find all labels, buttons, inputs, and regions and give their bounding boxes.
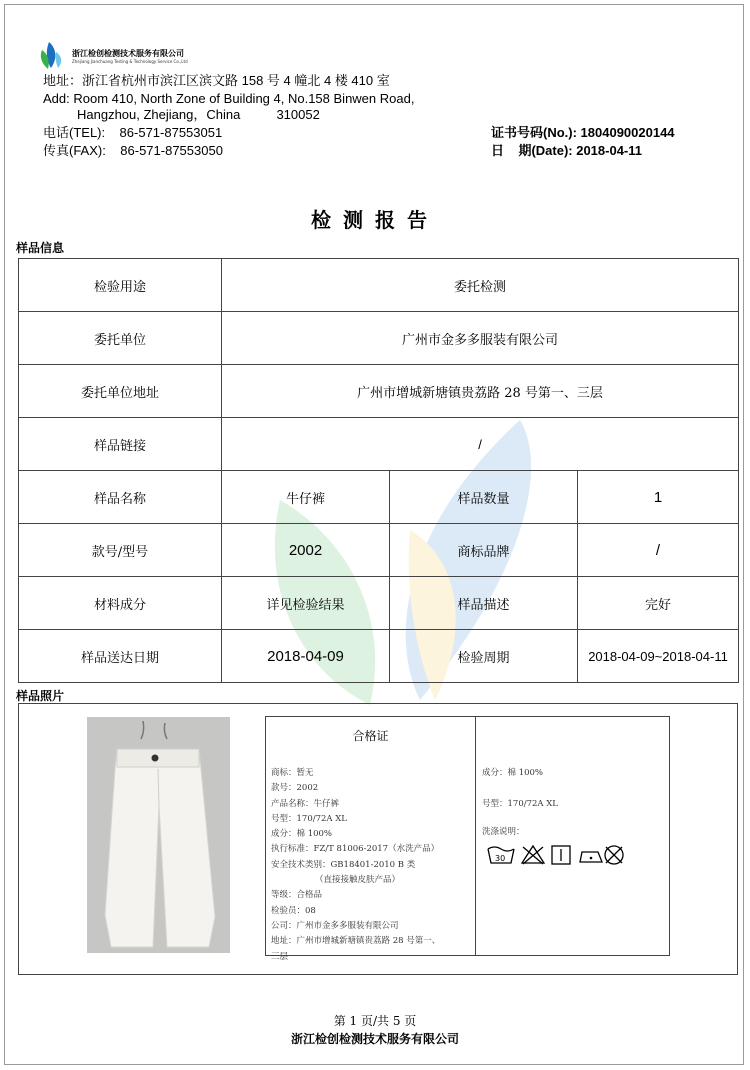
wash-30-icon — [488, 847, 514, 863]
label-brand: 商标品牌 — [390, 524, 578, 577]
address-cn: 地址：浙江省杭州市滨江区滨文路 158 号 4 幢北 4 楼 410 室 — [43, 73, 390, 88]
page-number: 第 1 页/共 5 页 — [333, 1014, 417, 1028]
cert-line: 产品名称：牛仔裤 — [271, 798, 340, 809]
label-purpose: 检验用途 — [19, 259, 222, 312]
cert-line: 公司：广州市金多多服装有限公司 — [271, 920, 399, 931]
sample-jeans-photo — [87, 717, 230, 953]
value-style-number: 2002 — [222, 524, 390, 577]
cert-size: 号型：170/72A XL — [482, 799, 558, 809]
value-brand: / — [578, 524, 739, 577]
iron-low-icon — [580, 852, 602, 862]
cert-line: 执行标准：FZ/T 81006-2017（水洗产品） — [271, 844, 440, 855]
wash-temperature: 30 — [495, 854, 506, 863]
cert-line: 成分：棉 100% — [271, 829, 333, 840]
report-date: 日 期(Date): 2018-04-11 — [491, 143, 643, 158]
label-test-period: 检验周期 — [390, 630, 578, 683]
cert-line: 检验员：08 — [271, 905, 316, 916]
section-sample-photo: 样品照片 — [16, 689, 65, 703]
value-sample-name: 牛仔裤 — [222, 471, 390, 524]
footer-company: 浙江检创检测技术服务有限公司 — [290, 1032, 459, 1046]
label-client: 委托单位 — [19, 312, 222, 365]
certificate-divider — [475, 717, 476, 955]
address-en-line1: Add: Room 410, North Zone of Building 4, No.158 Binwen Road, — [43, 91, 415, 106]
table-row — [19, 524, 739, 577]
value-client: 广州市金多多服装有限公司 — [222, 312, 739, 365]
value-sample-quantity: 1 — [578, 471, 739, 524]
logo-company-name-en: Zhejiang Jianchuang Testing & Technology Service Co.,Ltd — [72, 59, 188, 64]
no-bleach-icon — [522, 846, 544, 864]
cert-line: 地址：广州市增城新塘镇贵荔路 28 号第一、 — [271, 936, 441, 947]
cert-line: 安全技术类别：GB18401-2010 B 类 — [271, 859, 416, 870]
sample-info-table — [18, 258, 739, 683]
certificate-title: 合格证 — [352, 729, 389, 743]
value-material: 详见检验结果 — [222, 577, 390, 630]
label-style-number: 款号/型号 — [19, 524, 222, 577]
telephone: 电话(TEL): 86-571-87553051 — [43, 125, 223, 140]
table-row — [19, 577, 739, 630]
cert-line: 款号：2002 — [271, 783, 319, 794]
value-delivery-date: 2018-04-09 — [222, 630, 390, 683]
label-sample-name: 样品名称 — [19, 471, 222, 524]
certificate-number: 证书号码(No.): 1804090020144 — [491, 125, 675, 140]
cert-line: 等级：合格品 — [271, 890, 323, 901]
company-logo-icon — [36, 40, 66, 70]
cert-line: 商标：暂无 — [271, 768, 314, 778]
value-sample-link: / — [222, 418, 739, 471]
cert-composition: 成分：棉 100% — [482, 768, 544, 778]
report-title: 检测报告 — [311, 208, 439, 232]
label-sample-description: 样品描述 — [390, 577, 578, 630]
logo-company-name: 浙江检创检测技术服务有限公司 — [72, 49, 184, 58]
table-row — [19, 259, 739, 312]
cert-line: （直接接触皮肤产品） — [315, 875, 401, 886]
label-delivery-date: 样品送达日期 — [19, 630, 222, 683]
value-client-address: 广州市增城新塘镇贵荔路 28 号第一、三层 — [222, 365, 739, 418]
label-sample-quantity: 样品数量 — [390, 471, 578, 524]
fax: 传真(FAX): 86-571-87553050 — [43, 143, 223, 158]
certificate-details — [271, 766, 473, 965]
label-material: 材料成分 — [19, 577, 222, 630]
cert-wash-instructions: 洗涤说明： — [482, 827, 525, 837]
qualification-certificate — [265, 716, 670, 962]
value-sample-description: 完好 — [578, 577, 739, 630]
table-row — [19, 471, 739, 524]
cert-line: 号型：170/72A XL — [271, 813, 347, 824]
value-test-period: 2018-04-09~2018-04-11 — [578, 630, 739, 683]
cert-line: 三层 — [271, 951, 289, 962]
address-en-line2: Hangzhou, Zhejiang，China 310052 — [77, 107, 320, 122]
label-client-address: 委托单位地址 — [19, 365, 222, 418]
section-sample-info: 样品信息 — [16, 241, 65, 255]
value-purpose: 委托检测 — [222, 259, 739, 312]
table-row — [19, 365, 739, 418]
line-dry-icon — [552, 846, 570, 864]
table-row — [19, 418, 739, 471]
no-dry-clean-icon — [605, 846, 623, 864]
table-row — [19, 630, 739, 683]
table-row — [19, 312, 739, 365]
label-sample-link: 样品链接 — [19, 418, 222, 471]
care-symbols — [486, 843, 626, 867]
